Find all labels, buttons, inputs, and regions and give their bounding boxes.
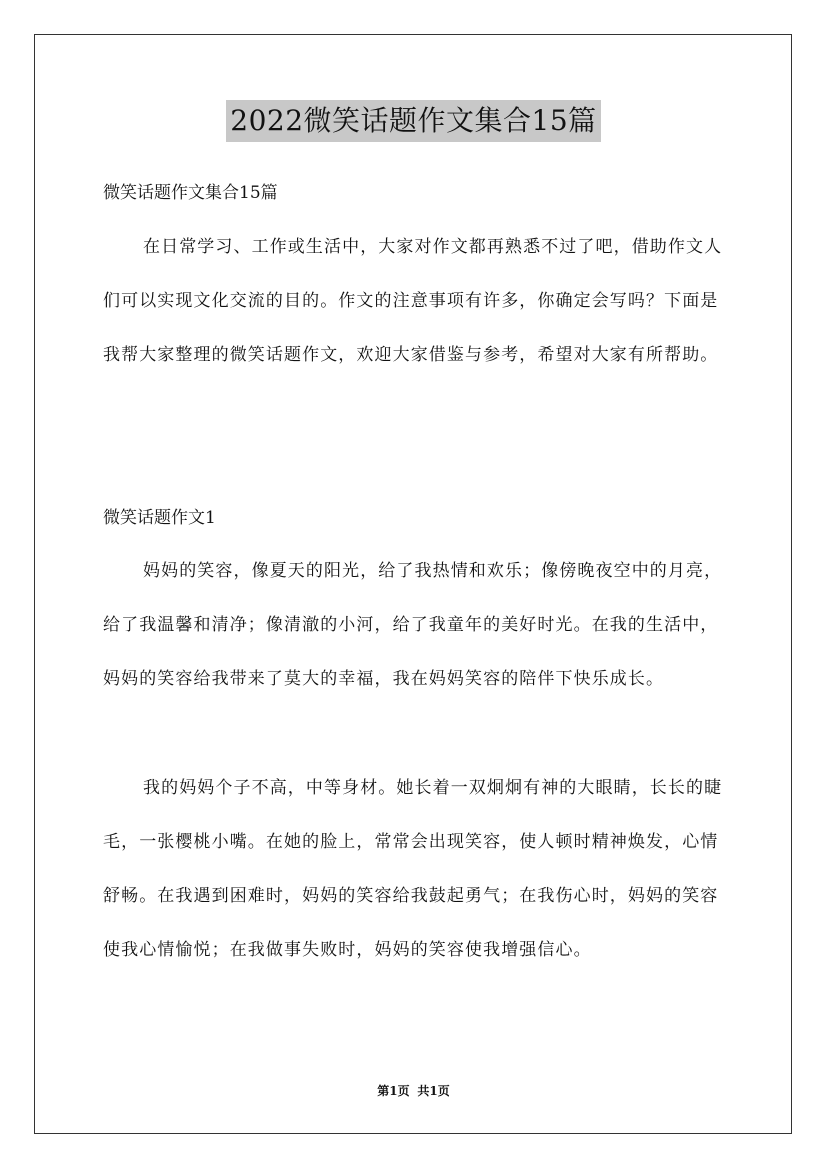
section-1-paragraph-1: 妈妈的笑容，像夏天的阳光，给了我热情和欢乐；像傍晚夜空中的月亮，给了我温馨和清净；像清澈的小河，给了我童年的美好时光。在我的生活中，妈妈的笑容给我带来了莫大的幸福，我在妈妈笑容的陪伴下快乐成长。 (103, 561, 723, 689)
footer-page-number: 1 (389, 1084, 398, 1098)
footer-total-suffix: 页 (437, 1084, 450, 1098)
document-title: 2022微笑话题作文集合15篇 (226, 100, 600, 142)
title-container (0, 100, 827, 142)
page-footer (0, 1082, 827, 1100)
section-1-heading: 微笑话题作文1 (103, 508, 216, 528)
footer-page-prefix: 第 (377, 1084, 390, 1098)
footer-page-suffix: 页 (397, 1084, 410, 1098)
document-subtitle: 微笑话题作文集合15篇 (103, 183, 278, 203)
section-1-paragraph-2: 我的妈妈个子不高，中等身材。她长着一双炯炯有神的大眼睛，长长的睫毛，一张樱桃小嘴。在她的脸上，常常会出现笑容，使人顿时精神焕发，心情舒畅。在我遇到困难时，妈妈的笑容给我鼓起勇气；在我伤心时，妈妈的笑容使我心情愉悦；在我做事失败时，妈妈的笑容使我增强信心。 (103, 778, 723, 960)
intro-paragraph: 在日常学习、工作或生活中，大家对作文都再熟悉不过了吧，借助作文人们可以实现文化交流的目的。作文的注意事项有许多，你确定会写吗？下面是我帮大家整理的微笑话题作文，欢迎大家借鉴与参考，希望对大家有所帮助。 (103, 237, 723, 365)
footer-total-pages: 1 (429, 1084, 438, 1098)
footer-total-prefix: 共 (417, 1084, 430, 1098)
